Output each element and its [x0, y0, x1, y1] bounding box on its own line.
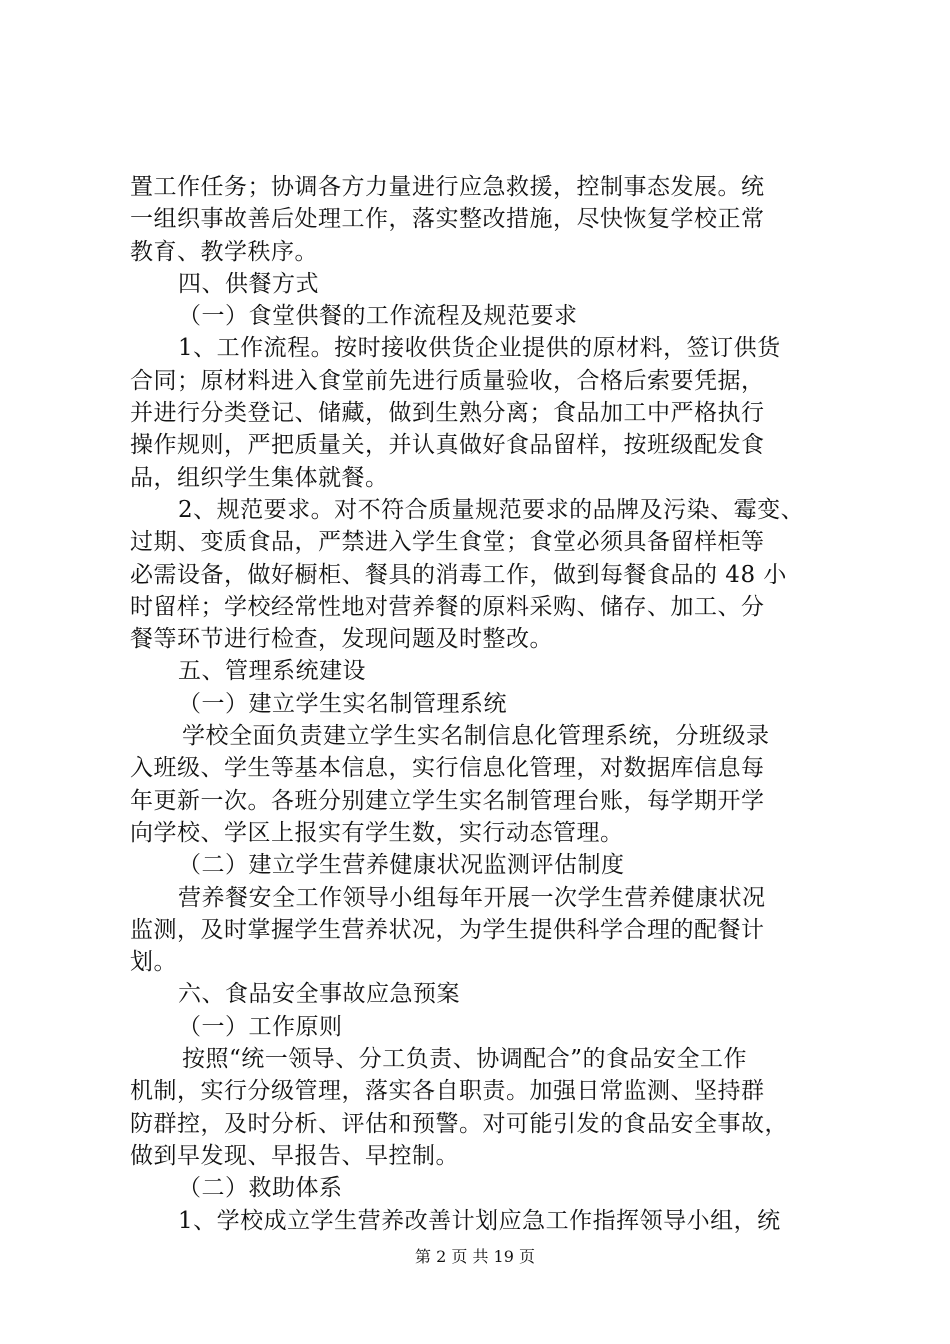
- body-line: 品，组织学生集体就餐。: [130, 464, 389, 491]
- body-line: 做到早发现、早报告、早控制。: [130, 1142, 459, 1169]
- section-heading: 四、供餐方式: [178, 270, 319, 297]
- document-body: [130, 171, 834, 1237]
- body-line: 置工作任务；协调各方力量进行应急救援，控制事态发展。统: [130, 174, 765, 200]
- body-line: 1、工作流程。按时接收供货企业提供的原材料，签订供货: [178, 335, 781, 362]
- body-line: 操作规则，严把质量关，并认真做好食品留样，按班级配发食: [130, 432, 765, 459]
- body-line: 年更新一次。各班分别建立学生实名制管理台账，每学期开学: [130, 787, 765, 814]
- subsection-heading: （一）建立学生实名制管理系统: [178, 690, 507, 717]
- body-line: 机制，实行分级管理，落实各自职责。加强日常监测、坚持群: [130, 1078, 765, 1105]
- body-line: 并进行分类登记、储藏，做到生熟分离；食品加工中严格执行: [130, 400, 765, 427]
- body-line: 划。: [130, 949, 177, 976]
- page-number-footer: 第 2 页 共 19 页: [415, 1247, 535, 1266]
- body-line: 时留样；学校经常性地对营养餐的原料采购、储存、加工、分: [130, 593, 765, 620]
- body-line: 1、学校成立学生营养改善计划应急工作指挥领导小组，统: [178, 1207, 781, 1234]
- subsection-heading: （一）食堂供餐的工作流程及规范要求: [178, 303, 578, 330]
- body-line: 餐等环节进行检查，发现问题及时整改。: [130, 626, 553, 653]
- section-heading: 五、管理系统建设: [178, 658, 366, 685]
- subsection-heading: （一）工作原则: [178, 1013, 343, 1040]
- body-line: 按照“统一领导、分工负责、协调配合”的食品安全工作: [182, 1046, 748, 1073]
- body-line: 营养餐安全工作领导小组每年开展一次学生营养健康状况: [178, 884, 766, 911]
- body-line: 教育、教学秩序。: [130, 238, 318, 265]
- body-line: 合同；原材料进入食堂前先进行质量验收，合格后索要凭据，: [130, 367, 765, 394]
- body-line: 必需设备，做好橱柜、餐具的消毒工作，做到每餐食品的 48 小: [130, 561, 787, 588]
- body-line: 防群控，及时分析、评估和预警。对可能引发的食品安全事故，: [130, 1110, 788, 1137]
- body-line: 一组织事故善后处理工作，落实整改措施，尽快恢复学校正常: [130, 206, 765, 233]
- body-line: 2、规范要求。对不符合质量规范要求的品牌及污染、霉变、: [178, 496, 805, 523]
- subsection-heading: （二）救助体系: [178, 1175, 343, 1202]
- body-line: 监测，及时掌握学生营养状况，为学生提供科学合理的配餐计: [130, 916, 765, 943]
- subsection-heading: （二）建立学生营养健康状况监测评估制度: [178, 852, 625, 879]
- body-line: 过期、变质食品，严禁进入学生食堂；食堂必须具备留样柜等: [130, 529, 765, 556]
- section-heading: 六、食品安全事故应急预案: [178, 981, 460, 1008]
- body-line: 入班级、学生等基本信息，实行信息化管理，对数据库信息每: [130, 755, 765, 782]
- body-line: 向学校、学区上报实有学生数，实行动态管理。: [130, 819, 624, 846]
- body-line: 学校全面负责建立学生实名制信息化管理系统，分班级录: [182, 723, 770, 750]
